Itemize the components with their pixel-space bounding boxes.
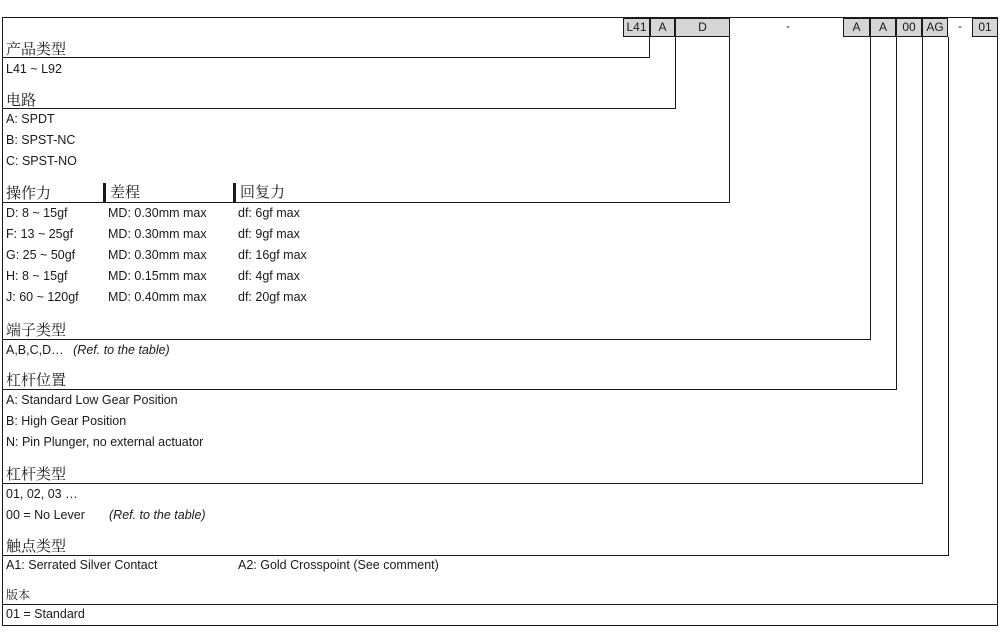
force-row-f: F: 13 ~ 25gf: [6, 227, 74, 241]
version-title: 版本: [6, 588, 31, 602]
code-box-circuit: A: [650, 18, 675, 37]
circuit-item-b: B: SPST-NC: [6, 133, 76, 147]
product-type-item: L41 ~ L92: [6, 62, 62, 76]
df-row-h: df: 4gf max: [238, 269, 300, 283]
travel-title: 差程: [103, 183, 140, 202]
df-row-g: df: 16gf max: [238, 248, 307, 262]
force-row-j: J: 60 ~ 120gf: [6, 290, 79, 304]
lever-position-item-b: B: High Gear Position: [6, 414, 127, 428]
return-force-title: 回复力: [233, 183, 285, 202]
version-item: 01 = Standard: [6, 607, 85, 621]
product-type-title: 产品类型: [6, 40, 67, 58]
df-row-j: df: 20gf max: [238, 290, 307, 304]
circuit-item-a: A: SPDT: [6, 112, 55, 126]
code-box-terminal: A: [843, 18, 870, 37]
force-row-g: G: 25 ~ 50gf: [6, 248, 76, 262]
force-row-h: H: 8 ~ 15gf: [6, 269, 68, 283]
operating-force-title: 操作力: [6, 184, 52, 202]
version-divider: [2, 604, 998, 605]
terminal-type-title: 端子类型: [6, 321, 67, 339]
code-box-force: D: [675, 18, 730, 37]
circuit-item-c: C: SPST-NO: [6, 154, 77, 168]
md-row-j: MD: 0.40mm max: [108, 290, 207, 304]
contact-type-item-a2: A2: Gold Crosspoint (See comment): [238, 558, 439, 572]
lever-type-line2: 00 = No Lever: [6, 508, 85, 522]
md-row-g: MD: 0.30mm max: [108, 248, 207, 262]
code-box-version: 01: [972, 18, 998, 37]
contact-type-item-a1: A1: Serrated Silver Contact: [6, 558, 158, 572]
terminal-type-text: [6, 343, 170, 358]
lever-position-item-n: N: Pin Plunger, no external actuator: [6, 435, 204, 449]
code-dash-1: -: [786, 19, 790, 33]
code-box-lever-position: A: [870, 18, 896, 37]
lever-type-title: 杠杆类型: [6, 465, 67, 483]
md-row-d: MD: 0.30mm max: [108, 206, 207, 220]
force-row-d: D: 8 ~ 15gf: [6, 206, 68, 220]
circuit-title: 电路: [6, 91, 37, 109]
code-dash-2: -: [958, 19, 962, 33]
code-box-contact: AG: [922, 18, 948, 37]
lever-type-note: (Ref. to the table): [109, 508, 206, 522]
code-box-lever-type: 00: [896, 18, 922, 37]
md-row-f: MD: 0.30mm max: [108, 227, 207, 241]
md-row-h: MD: 0.15mm max: [108, 269, 207, 283]
df-row-d: df: 6gf max: [238, 206, 300, 220]
code-box-series: L41: [623, 18, 650, 37]
lever-position-item-a: A: Standard Low Gear Position: [6, 393, 178, 407]
terminal-type-values: A,B,C,D…: [6, 343, 64, 357]
lever-type-line1: 01, 02, 03 …: [6, 487, 78, 501]
lever-position-title: 杠杆位置: [6, 371, 67, 389]
df-row-f: df: 9gf max: [238, 227, 300, 241]
terminal-type-note: (Ref. to the table): [73, 343, 170, 357]
contact-type-title: 触点类型: [6, 537, 67, 555]
